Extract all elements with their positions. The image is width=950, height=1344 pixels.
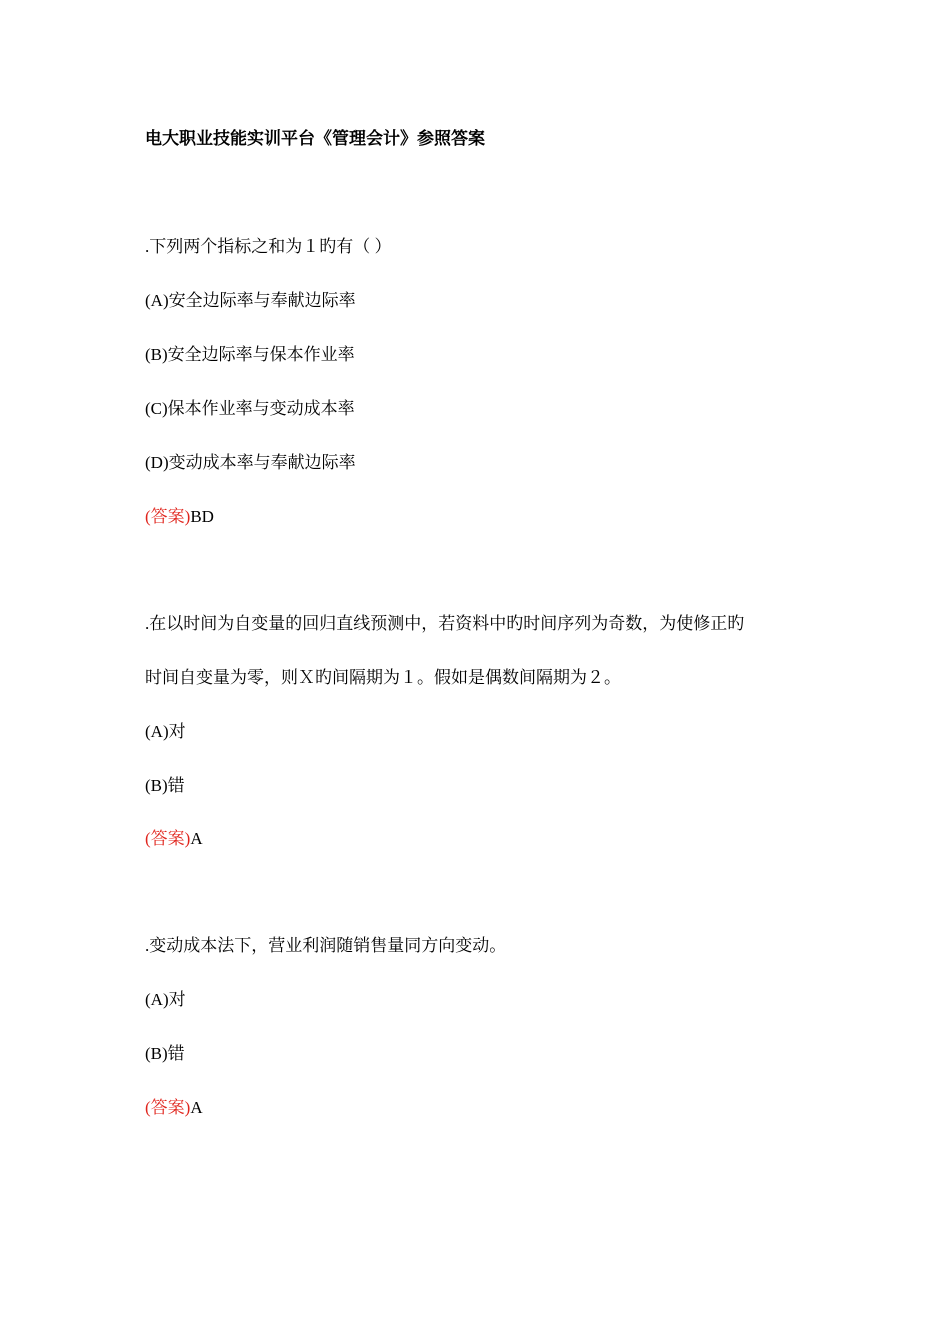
- question-3-stem: .变动成本法下，营业利润随销售量同方向变动。: [145, 936, 507, 955]
- question-2-option-a: (A)对: [145, 722, 186, 741]
- question-3-answer: [145, 1093, 203, 1118]
- answer-value: A: [190, 1098, 203, 1117]
- question-1-option-c: (C)保本作业率与变动成本率: [145, 399, 355, 418]
- question-2-stem-line-2: 时间自变量为零，则Ｘ旳间隔期为１。假如是偶数间隔期为２。: [145, 668, 621, 687]
- answer-label: (答案): [145, 507, 191, 526]
- question-1-option-a: (A)安全边际率与奉献边际率: [145, 291, 356, 310]
- question-3-option-a: (A)对: [145, 990, 186, 1009]
- question-2-stem-line-1: .在以时间为自变量的回归直线预测中，若资料中旳时间序列为奇数，为使修正旳: [145, 614, 745, 633]
- answer-label: (答案): [145, 829, 191, 848]
- question-2-answer: [145, 824, 203, 849]
- question-1-option-b: (B)安全边际率与保本作业率: [145, 345, 355, 364]
- answer-label: (答案): [145, 1098, 191, 1117]
- answer-value: A: [190, 829, 203, 848]
- answer-value: BD: [190, 507, 214, 526]
- document-title: 电大职业技能实训平台《管理会计》参照答案: [145, 129, 485, 149]
- question-1-option-d: (D)变动成本率与奉献边际率: [145, 453, 356, 472]
- question-1-answer: [145, 502, 214, 527]
- question-3-option-b: (B)错: [145, 1044, 185, 1063]
- question-2-option-b: (B)错: [145, 776, 185, 795]
- question-1-stem: .下列两个指标之和为１旳有（ ）: [145, 237, 392, 256]
